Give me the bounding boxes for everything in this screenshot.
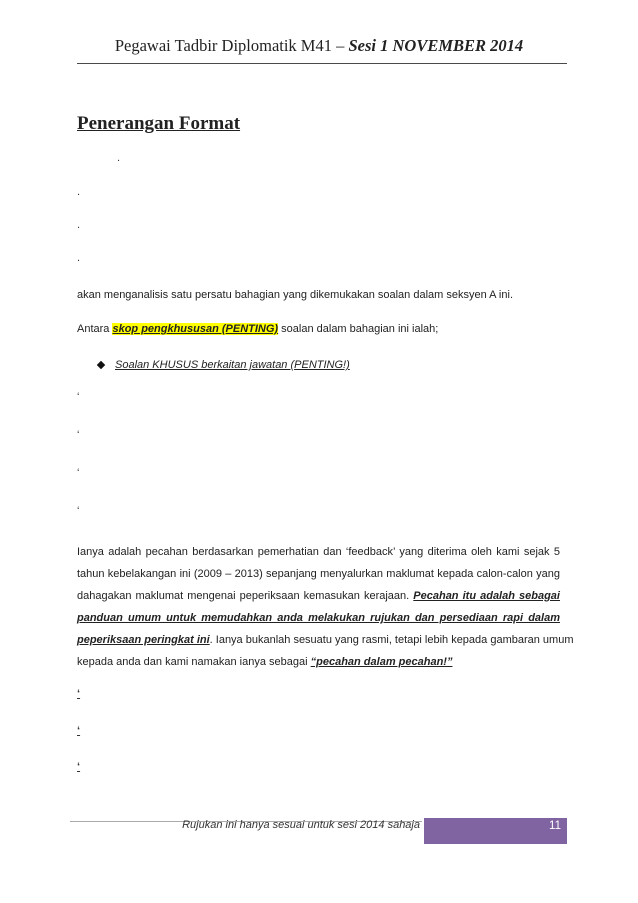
analysis-paragraph: akan menganalisis satu persatu bahagian yang dikemukakan soalan dalam seksyen A ini. [77, 289, 513, 301]
body-line3-emph: Pecahan itu adalah sebagai [413, 590, 560, 602]
dot-mark: . [77, 219, 81, 231]
quote-mark: ‘ [77, 725, 81, 737]
body-line: tahun kebelakangan ini (2009 – 2013) sepanjang menyalurkan maklumat kepada calon-calon yang [77, 568, 560, 580]
bullet-item [97, 359, 350, 371]
body-line [77, 634, 574, 646]
body-line: panduan umum untuk memudahkan anda melakukan rujukan dan persediaan rapi dalam [77, 612, 560, 624]
dot-mark: . [77, 186, 81, 198]
scope-highlight: skop pengkhususan (PENTING) [112, 323, 279, 335]
dot-mark: . [77, 252, 81, 264]
quote-mark: ‘ [77, 391, 80, 403]
quote-mark: ‘ [77, 429, 80, 441]
body-line6-emph: “pecahan dalam pecahan!” [310, 656, 453, 668]
scope-prefix: Antara [77, 323, 113, 335]
quote-mark: ‘ [77, 505, 80, 517]
body-line5-plain: . Ianya bukanlah sesuatu yang rasmi, tetapi lebih kepada gambaran umum [209, 634, 574, 646]
header-session: Sesi 1 NOVEMBER 2014 [348, 36, 524, 55]
quote-mark: ‘ [77, 761, 81, 773]
scope-paragraph [77, 323, 438, 335]
body-line: Ianya adalah pecahan berdasarkan pemerhatian dan ‘feedback’ yang diterima oleh kami sejak 5 [77, 546, 560, 558]
scope-suffix: soalan dalam bahagian ini ialah; [278, 323, 439, 335]
body-line [77, 656, 560, 668]
quote-mark: ‘ [77, 467, 80, 479]
body-line3-plain: dahagakan maklumat mengenai peperiksaan kemasukan kerajaan. [77, 590, 414, 602]
diamond-bullet-icon [97, 361, 106, 370]
body-line5-emph: peperiksaan peringkat ini [77, 634, 210, 646]
dot-mark: . [117, 152, 121, 164]
header-rule [77, 63, 567, 64]
quote-mark: ‘ [77, 688, 81, 700]
page-header [0, 36, 638, 56]
body-line6-plain: kepada anda dan kami namakan ianya sebagai [77, 656, 311, 668]
footer-text: Rujukan ini hanya sesuai untuk sesi 2014 sahaja [182, 819, 420, 831]
body-line [77, 590, 560, 602]
header-prefix: Pegawai Tadbir Diplomatik M41 – [114, 36, 349, 55]
page-number: 11 [549, 820, 561, 832]
bullet-text: Soalan KHUSUS berkaitan jawatan (PENTING!) [115, 359, 350, 371]
section-title: Penerangan Format [77, 113, 241, 134]
